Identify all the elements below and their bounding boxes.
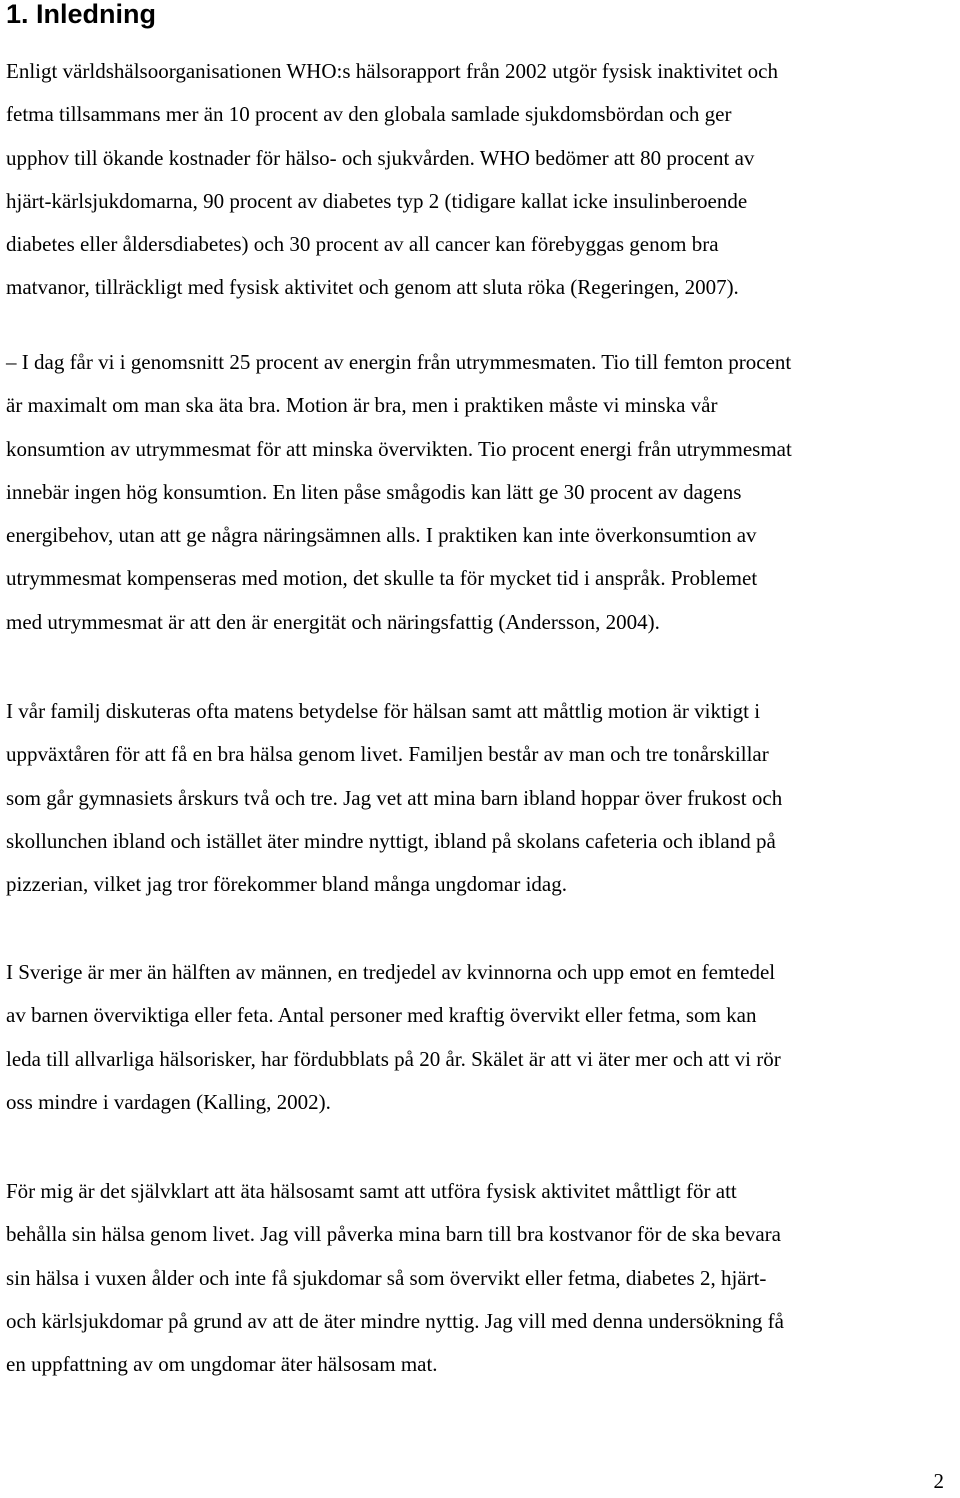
text-line: I Sverige är mer än hälften av männen, en tredjedel av kvinnorna och upp emot en femtedel — [6, 960, 776, 984]
text-line: diabetes eller åldersdiabetes) och 30 procent av all cancer kan förebyggas genom bra — [6, 232, 719, 257]
text-line: skollunchen ibland och istället äter mindre nyttigt, ibland på skolans cafeteria och ibland på — [6, 828, 776, 853]
text-line: sin hälsa i vuxen ålder och inte få sjukdomar så som övervikt eller fetma, diabetes 2, hjärt- — [6, 1265, 767, 1290]
text-line: uppväxtåren för att få en bra hälsa genom livet. Familjen består av man och tre tonårskillar — [6, 742, 769, 767]
paragraph-who-report — [6, 50, 778, 310]
text-line: hjärt-kärlsjukdomarna, 90 procent av diabetes typ 2 (tidigare kallat icke insulinberoende — [6, 188, 748, 213]
text-line: och kärlsjukdomar på grund av att de äter mindre nyttig. Jag vill med denna undersökning få — [6, 1308, 784, 1333]
text-line: en uppfattning av om ungdomar äter hälsosam mat. — [6, 1352, 438, 1377]
page-number: 2 — [933, 1469, 944, 1493]
text-line: För mig är det självklart att äta hälsosamt samt att utföra fysisk aktivitet måttligt för att — [6, 1179, 737, 1203]
paragraph-sjalvklart — [6, 1170, 784, 1386]
text-line: fetma tillsammans mer än 10 procent av den globala samlade sjukdomsbördan och ger — [6, 102, 732, 127]
text-line: – I dag får vi i genomsnitt 25 procent av energin från utrymmesmaten. Tio till femton procent — [6, 350, 792, 374]
text-line: energibehov, utan att ge några näringsämnen alls. I praktiken kan inte överkonsumtion av — [6, 523, 757, 548]
text-line: matvanor, tillräckligt med fysisk aktivitet och genom att sluta röka (Regeringen, 2007). — [6, 275, 739, 300]
paragraph-utrymmesmat — [6, 341, 792, 644]
text-line: I vår familj diskuteras ofta matens betydelse för hälsan samt att måttlig motion är viktigt i — [6, 699, 761, 723]
text-line: innebär ingen hög konsumtion. En liten påse smågodis kan lätt ge 30 procent av dagens — [6, 479, 742, 504]
paragraph-familj — [6, 690, 782, 906]
text-line: Enligt världshälsoorganisationen WHO:s hälsorapport från 2002 utgör fysisk inaktivitet och — [6, 59, 779, 83]
section-heading: 1. Inledning — [6, 0, 157, 29]
text-line: konsumtion av utrymmesmat för att minska övervikten. Tio procent energi från utrymmesmat — [6, 436, 792, 461]
text-line: med utrymmesmat är att den är energität och näringsfattig (Andersson, 2004). — [6, 609, 660, 634]
text-line: av barnen överviktiga eller feta. Antal personer med kraftig övervikt eller fetma, som kan — [6, 1003, 757, 1028]
text-line: leda till allvarliga hälsorisker, har fördubblats på 20 år. Skälet är att vi äter mer och att vi rör — [6, 1046, 781, 1071]
paragraph-sverige — [6, 951, 781, 1124]
text-line: behålla sin hälsa genom livet. Jag vill påverka mina barn till bra kostvanor för de ska bevara — [6, 1222, 782, 1247]
text-line: oss mindre i vardagen (Kalling, 2002). — [6, 1089, 331, 1114]
text-line: upphov till ökande kostnader för hälso- och sjukvården. WHO bedömer att 80 procent av — [6, 145, 755, 170]
text-line: är maximalt om man ska äta bra. Motion är bra, men i praktiken måste vi minska vår — [6, 393, 718, 418]
text-line: pizzerian, vilket jag tror förekommer bland många ungdomar idag. — [6, 872, 567, 897]
text-line: som går gymnasiets årskurs två och tre. Jag vet att mina barn ibland hoppar över frukost och — [6, 785, 783, 810]
text-line: utrymmesmat kompenseras med motion, det skulle ta för mycket tid i anspråk. Problemet — [6, 566, 758, 591]
